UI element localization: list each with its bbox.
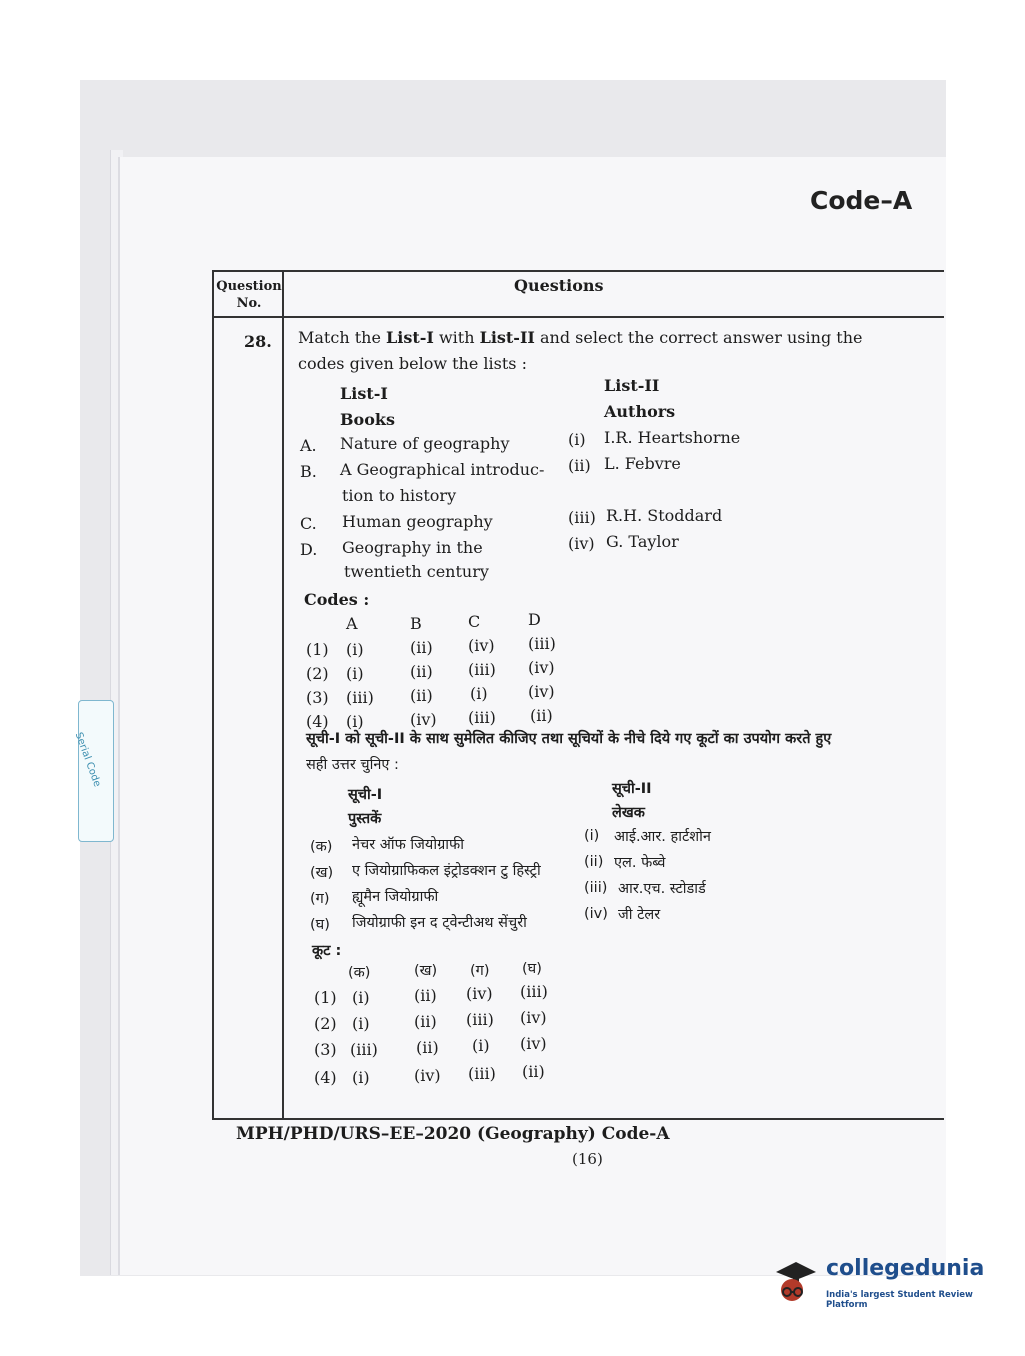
hindi-author: जी टेलर (618, 907, 661, 923)
collegedunia-watermark (770, 1252, 1000, 1312)
option-c: (iii) (468, 708, 496, 727)
option-a: (i) (352, 988, 370, 1007)
code-header: A (346, 614, 358, 633)
hindi-item-key: (घ) (310, 917, 330, 933)
list2-title: List-II (604, 376, 660, 395)
graduate-icon (770, 1258, 818, 1306)
column-divider (282, 272, 284, 1118)
option-a: (i) (346, 640, 364, 659)
hindi-codes-label: कूट : (312, 943, 342, 959)
brand-tagline: India's largest Student Review Platform (826, 1290, 973, 1310)
page-number: (16) (572, 1150, 603, 1168)
hindi-author: एल. फेब्वे (614, 855, 666, 871)
option-a: (i) (352, 1014, 370, 1033)
hindi-list1-subtitle: पुस्तकें (348, 811, 382, 827)
author-name: L. Febvre (604, 454, 681, 473)
hindi-prompt-line-2: सही उत्तर चुनिए : (306, 757, 399, 773)
hindi-prompt-line-1: सूची-I को सूची-II के साथ सुमेलित कीजिए तथा सूचियों के नीचे दिये गए कूटों का उपयोग करते हुए (306, 731, 832, 747)
item-text: Human geography (342, 512, 493, 531)
item-key: D. (300, 540, 318, 559)
code-header: B (410, 614, 422, 633)
item-key: B. (300, 462, 317, 481)
hindi-list1-title: सूची-I (348, 787, 383, 803)
option-a: (i) (346, 664, 364, 683)
hindi-author-key: (i) (584, 828, 600, 844)
hindi-author: आई.आर. हार्टशोन (614, 829, 711, 845)
option-a: (i) (346, 712, 364, 731)
option-c: (iv) (466, 984, 493, 1003)
author-name: G. Taylor (606, 532, 679, 551)
hindi-item-text: जियोग्राफी इन द ट्वेन्टीअथ सेंचुरी (352, 915, 527, 931)
hindi-item-text: ए जियोग्राफिकल इंट्रोडक्शन टु हिस्ट्री (352, 863, 541, 879)
prompt-line-1: Match the List-I with List-II and select the correct answer using the (298, 328, 863, 347)
option-number: (2) (314, 1014, 337, 1033)
author-name: R.H. Stoddard (606, 506, 723, 525)
option-c: (iii) (466, 1010, 494, 1029)
option-c: (i) (472, 1036, 490, 1055)
prompt-line-2: codes given below the lists : (298, 354, 527, 373)
author-key: (ii) (568, 456, 591, 475)
hindi-author: आर.एच. स्टोडार्ड (618, 881, 706, 897)
hindi-code-header: (क) (348, 965, 371, 981)
serial-code-stamp (72, 700, 114, 842)
list1-title: List-I (340, 384, 388, 403)
hindi-item-key: (ग) (310, 891, 330, 907)
option-number: (4) (306, 712, 329, 731)
hindi-code-header: (घ) (522, 961, 542, 977)
hindi-code-header: (ग) (470, 963, 490, 979)
option-a: (iii) (346, 688, 374, 707)
brand-name: collegedunia (826, 1256, 985, 1281)
hindi-item-text: ह्यूमैन जियोग्राफी (352, 889, 439, 905)
question-number: 28. (244, 332, 272, 351)
question-table (212, 270, 944, 1120)
option-d: (iii) (520, 982, 548, 1001)
hindi-author-key: (ii) (584, 854, 604, 870)
item-text: tion to history (342, 486, 457, 505)
code-header: D (528, 610, 541, 629)
option-d: (iv) (528, 658, 555, 677)
option-b: (ii) (410, 686, 433, 705)
code-header: C (468, 612, 481, 631)
option-a: (i) (352, 1068, 370, 1087)
option-number: (4) (314, 1068, 337, 1087)
codes-label: Codes : (304, 590, 370, 609)
hindi-item-key: (ख) (310, 865, 334, 881)
item-key: A. (300, 436, 317, 455)
item-key: C. (300, 514, 317, 533)
item-text: A Geographical introduc- (340, 460, 545, 479)
option-number: (3) (314, 1040, 337, 1059)
option-d: (iii) (528, 634, 556, 653)
footer-exam-code: MPH/PHD/URS–EE–2020 (Geography) Code-A (236, 1124, 670, 1144)
option-number: (1) (314, 988, 337, 1007)
item-text: twentieth century (344, 562, 489, 581)
option-c: (iii) (468, 1064, 496, 1083)
option-b: (ii) (410, 638, 433, 657)
option-number: (1) (306, 640, 329, 659)
header-questions: Questions (514, 276, 604, 295)
hindi-author-key: (iii) (584, 880, 608, 896)
option-c: (iv) (468, 636, 495, 655)
option-number: (3) (306, 688, 329, 707)
hindi-list2-title: सूची-II (612, 781, 652, 797)
list1-subtitle: Books (340, 410, 395, 429)
author-name: I.R. Heartshorne (604, 428, 741, 447)
option-d: (ii) (530, 706, 553, 725)
code-label: Code–A (810, 186, 913, 215)
option-d: (ii) (522, 1062, 545, 1081)
option-c: (iii) (468, 660, 496, 679)
option-b: (ii) (410, 662, 433, 681)
item-text: Geography in the (342, 538, 483, 557)
option-b: (iv) (410, 710, 437, 729)
option-d: (iv) (520, 1008, 547, 1027)
option-d: (iv) (520, 1034, 547, 1053)
option-b: (ii) (414, 1012, 437, 1031)
item-text: Nature of geography (340, 434, 510, 453)
option-b: (iv) (414, 1066, 441, 1085)
option-b: (ii) (416, 1038, 439, 1057)
list2-subtitle: Authors (604, 402, 676, 421)
hindi-item-text: नेचर ऑफ जियोग्राफी (352, 837, 464, 853)
stamp-text: Serial Code (72, 731, 103, 789)
hindi-item-key: (क) (310, 839, 333, 855)
author-key: (iv) (568, 534, 595, 553)
option-number: (2) (306, 664, 329, 683)
author-key: (iii) (568, 508, 596, 527)
author-key: (i) (568, 430, 586, 449)
hindi-list2-subtitle: लेखक (612, 805, 645, 821)
option-d: (iv) (528, 682, 555, 701)
header-question-no: Question No. (216, 279, 282, 311)
hindi-code-header: (ख) (414, 963, 438, 979)
option-a: (iii) (350, 1040, 378, 1059)
hindi-author-key: (iv) (584, 906, 608, 922)
option-c: (i) (470, 684, 488, 703)
option-b: (ii) (414, 986, 437, 1005)
